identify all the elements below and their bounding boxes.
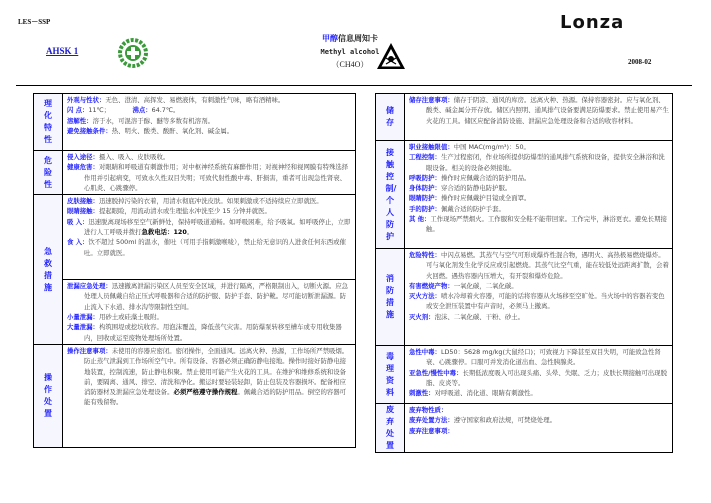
- info-row: [409, 193, 669, 203]
- row-value: 用砂土或硅藻土吸附。: [98, 313, 163, 322]
- section-label: [34, 344, 63, 447]
- section-label-text: 毒理资料: [386, 351, 394, 397]
- row-key: 危险特性：: [409, 251, 441, 259]
- row-key: 沸点：: [132, 106, 152, 115]
- row-value: LD50：5628 mg/kg(大鼠经口)；可致视力下降甚至双目失明，可能致急性肾衰、心跳骤停。口服可并发消化道出血、急性胰腺炎。: [426, 348, 661, 367]
- info-row: [409, 183, 669, 193]
- section-content: [63, 280, 356, 345]
- section-content: [405, 94, 673, 141]
- section-label: [376, 249, 405, 346]
- info-row: [409, 426, 669, 436]
- info-row: [409, 281, 669, 291]
- row-value: 热、明火、酸类、酸酐、氧化剂、碱金属。: [111, 126, 234, 135]
- row-key: 食 入：: [67, 238, 89, 247]
- row-value: 64.7℃。: [151, 106, 180, 115]
- info-row: [409, 388, 669, 398]
- row-value: 遵守国家和政府法规，可焚烧处理。: [453, 416, 556, 425]
- row-key: 废弃注意事项：: [409, 426, 454, 435]
- title-chemical: 甲醇: [322, 34, 338, 43]
- row-value: 一氧化碳，二氧化碳。: [453, 281, 518, 290]
- section-label: [34, 151, 63, 195]
- section-content: [405, 249, 673, 346]
- left-info-table: [33, 93, 356, 448]
- info-row: [67, 217, 352, 238]
- info-row: [67, 237, 352, 258]
- info-row: [67, 206, 352, 216]
- section-row: [376, 404, 673, 453]
- header-divider: [16, 85, 692, 86]
- info-row: [409, 312, 669, 322]
- row-key: 眼睛接触：: [67, 207, 99, 216]
- row-value: 对呼吸道、消化道、眼睛有刺激性。: [434, 389, 537, 398]
- info-row: [409, 291, 669, 312]
- row-key: 急性中毒：: [409, 348, 441, 356]
- row-key: 大量泄漏：: [67, 323, 99, 332]
- row-value: 佩戴合适的防护手套。: [440, 204, 505, 213]
- row-key: 废弃处置方法：: [409, 416, 454, 425]
- info-row: [409, 250, 669, 281]
- section-content: [63, 344, 356, 447]
- row-value: 储存于阴凉、通风的库房。远离火种、热源。保持容器密封。应与氧化剂、酸类、碱金属分开存放。储区内照明、通风排气设备要满足防爆要求。禁止使用易产生火花的工具。储区应配备消防设施、泄漏应急处理设备和合适的收容材料。: [426, 96, 669, 125]
- section-content: [405, 141, 673, 249]
- row-key: 泄漏应急处理：: [67, 282, 112, 291]
- row-value: 。佩戴合适的防护用品。倒空的容器可能有残留物。: [84, 388, 347, 407]
- section-row: [376, 346, 673, 404]
- section-row: [376, 249, 673, 346]
- row-value: 中闪点易燃。其蒸气与空气可形成爆炸性混合物，遇明火、高热极易燃烧爆炸。可与氧化剂发生化学反应或引起燃烧。其蒸气比空气重，能在较低处远距离扩散，会着火回燃。遇热容器内压增大，有开裂和爆炸危险。: [426, 251, 669, 280]
- info-row: [409, 142, 669, 152]
- section-label-text: 废弃处置: [386, 405, 394, 450]
- row-key: 身体防护：: [409, 184, 441, 193]
- info-row: [409, 347, 669, 368]
- row-value: 喷水冷却着火容器，可能的话将容器从火场移至空旷处。当火场中的容器若变色或安全泄压装置中有声音时，必须马上撤离。: [426, 292, 665, 311]
- row-key: 闪 点：: [67, 106, 89, 115]
- section-label: [376, 404, 405, 453]
- title-english: Methyl alcohol: [320, 48, 380, 56]
- row-value: 穿合适的防静电防护服。: [440, 184, 512, 193]
- info-row: [67, 126, 352, 136]
- row-key: 手的防护：: [409, 204, 441, 213]
- section-content: [63, 195, 356, 280]
- section-label-text: 急救措施: [44, 246, 52, 292]
- title-rest: 信息周知卡: [338, 34, 378, 43]
- row-key: 侵入途径：: [67, 153, 99, 161]
- info-row: [409, 173, 669, 183]
- section-row: [34, 94, 356, 151]
- emphasis-text: 急救电话：120: [141, 228, 187, 237]
- section-row: [34, 151, 356, 195]
- document-code: LES－SSP: [18, 18, 51, 26]
- info-row: [409, 415, 669, 425]
- section-label-text: 操作处置: [44, 372, 52, 418]
- chemical-formula: （CH4O）: [331, 60, 369, 69]
- row-value: 迅速脱掉污染的衣着，用清水彻底冲洗皮肤。如果刺激或不适持续应立即就医。: [98, 197, 323, 206]
- section-label: [34, 94, 63, 151]
- info-row: [67, 105, 352, 115]
- section-label: [376, 94, 405, 141]
- lonza-logo: Lonza: [560, 12, 625, 33]
- row-value: 。: [186, 228, 194, 237]
- row-value: 摄入、吸入、皮肤吸收。: [98, 153, 170, 161]
- section-content: [405, 346, 673, 404]
- section-label-text: 消防措施: [386, 274, 394, 319]
- info-row: [409, 95, 669, 126]
- row-value: 工作现场严禁烟火。工作服和安全鞋不能带回家。工作完毕，淋浴更衣。避免长期接触。: [426, 215, 667, 234]
- section-label-text: 危险性: [44, 155, 52, 189]
- info-row: [409, 204, 669, 214]
- section-label: [376, 346, 405, 404]
- green-cross-emblem-icon: [118, 38, 148, 68]
- row-value: 迅速撤离泄漏污染区人员至安全区域，并进行隔离，严格限制出入，切断火源。应急处理人员佩戴自给正压式呼吸器和合适的防护服、防护手套、防护靴。尽可能切断泄漏源。防止流入下水道、排水沟等限制性空间。: [84, 282, 349, 311]
- row-value: 构筑围堤或挖坑收容。用泡沫覆盖，降低蒸气灾害。用防爆泵转移至槽车或专用收集器内，回收或运至废物处理场所处置。: [84, 323, 342, 342]
- section-row: [34, 195, 356, 280]
- info-row: [67, 322, 352, 343]
- row-value: 操作时应佩戴护目镜或全面罩。: [440, 194, 531, 203]
- row-value: 泡沫、二氧化碳、干粉、砂土。: [434, 312, 525, 321]
- section-content: [63, 94, 356, 151]
- row-value: 迅速脱离现场移至空气新鲜处，保持呼吸道通畅。如呼吸困难，给予吸氧。如呼吸停止，立即进行人工呼吸并拨打: [84, 217, 351, 237]
- row-value: 提起眼睑，用流动清水或生理盐水冲洗至少 15 分钟并就医。: [98, 207, 271, 216]
- info-row: [67, 346, 352, 408]
- info-row: [67, 95, 352, 105]
- section-label-text: 储存: [386, 106, 394, 127]
- row-key: 职业接触限值：: [409, 143, 454, 151]
- info-row: [67, 281, 352, 312]
- info-row: [67, 116, 352, 126]
- row-key: 储存注意事项：: [409, 96, 454, 104]
- row-value: 中国 MAC(mg/m³)：50。: [453, 143, 530, 151]
- row-key: 健康危害：: [67, 163, 99, 172]
- row-key: 废弃物性质：: [409, 406, 448, 414]
- right-info-table: [375, 93, 673, 453]
- row-key: 有害燃烧产物：: [409, 281, 454, 290]
- section-row: [376, 94, 673, 141]
- row-key: 外观与性状：: [67, 96, 106, 104]
- info-row: [67, 196, 352, 206]
- row-key: 眼睛防护：: [409, 194, 441, 203]
- toxic-hazard-triangle-icon: [376, 42, 406, 70]
- card-id-link[interactable]: AHSK 1: [46, 46, 79, 56]
- section-label-text: 理化特性: [44, 99, 52, 144]
- section-row: [34, 280, 356, 345]
- info-row: [409, 152, 669, 173]
- info-row: [67, 312, 352, 322]
- row-key: 溶解性：: [67, 116, 93, 125]
- row-key: 刺激性：: [409, 389, 435, 398]
- info-row: [67, 162, 352, 193]
- section-content: [405, 404, 673, 453]
- row-value: 饮不超过 500ml 的温水，催吐（可用手指刺激喉咙），禁止给无意识的人进食任何东西或催吐。立即就医。: [84, 238, 346, 257]
- row-key: 避免接触条件：: [67, 126, 112, 135]
- row-value: 溶于水，可混溶于醇、醚等多数有机溶剂。: [92, 116, 214, 125]
- row-value: 操作时应佩戴合适的防护用品。: [440, 173, 531, 182]
- row-key: 灭火方法：: [409, 292, 441, 301]
- info-row: [409, 214, 669, 235]
- row-value: 对眼睛和呼吸道有刺激作用；对中枢神经系统有麻醉作用；对视神经和视网膜有特殊选择作用并引起病变，可致永久性双目失明；可致代射性酸中毒、肝损害，重者可出现急性肾衰、心肌炎、心跳骤停。: [84, 163, 349, 192]
- section-label: [34, 195, 63, 345]
- info-row: [67, 152, 352, 162]
- row-value: 生产过程密闭，作业场所提供防爆型的通风排气系统和设备，提供安全淋浴和洗眼设备。相关的设备必须接地。: [426, 153, 665, 172]
- row-key: 操作注意事项：: [67, 346, 112, 355]
- section-label: [376, 141, 405, 249]
- row-key: 灭火剂：: [409, 312, 435, 321]
- row-key: 工程控制：: [409, 153, 441, 162]
- row-key: 皮肤接触：: [67, 197, 99, 206]
- emphasis-text: 必须严格遵守操作规程: [173, 388, 238, 397]
- row-key: 其 他：: [409, 215, 431, 224]
- row-key: 吸 入：: [67, 217, 89, 226]
- row-key: 亚急性/慢性中毒：: [409, 368, 463, 377]
- row-key: 呼吸防护：: [409, 173, 441, 182]
- info-row: [409, 405, 669, 415]
- row-value: 未使用的容器应密闭。密闭操作，全面通风。远离火种、热源，工作场所严禁吸烟。防止蒸气泄漏到工作场所空气中。所有设备、容器必须正确防静电接地。操作时接好防静电接地装置，控制流速，防止静电积聚。禁止使用可能产生火花的工具。在维护和维修系统和设备前，要隔离、通风、排空、清洗和净化。搬运时要轻装轻卸，防止包装及容器损坏。配备相应消防器材及泄漏应急处理设备。: [84, 346, 349, 397]
- section-content: [63, 151, 356, 195]
- row-value: 11℃；: [88, 106, 133, 115]
- row-key: 小量泄漏：: [67, 313, 99, 322]
- row-value: 无色、澄清、高挥发、易燃液体，有刺激性气味，略有酒精味。: [105, 96, 285, 104]
- row-value: 长期低浓度吸入可出现头痛、头晕、失眠、乏力；皮肤长期接触可出现脱脂、皮炎等。: [426, 368, 667, 387]
- section-row: [376, 141, 673, 249]
- section-label-text: 接触控制/个人防护: [385, 147, 397, 241]
- issue-date: 2008-02: [628, 58, 652, 66]
- section-row: [34, 344, 356, 447]
- info-row: [409, 368, 669, 389]
